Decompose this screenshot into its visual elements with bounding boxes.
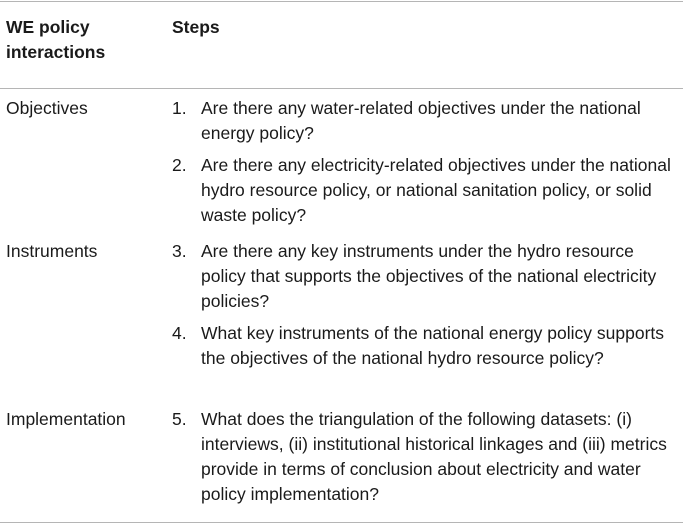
row-category-instruments: Instruments <box>6 241 98 261</box>
column-header-we-policy-interactions: WE policy interactions <box>6 17 106 62</box>
step-text: What does the triangulation of the following datasets: (i) interviews, (ii) institutional historical linkages and (iii) metrics provide in terms of conclusion about electricity and water policy implementation? <box>201 409 667 504</box>
step-number: 3. <box>172 241 187 261</box>
table-bottom-rule <box>0 522 683 523</box>
step-4 <box>172 321 678 371</box>
step-1 <box>172 96 678 146</box>
step-5 <box>172 407 678 507</box>
step-number: 1. <box>172 98 187 118</box>
step-3 <box>172 239 678 314</box>
step-number: 2. <box>172 155 187 175</box>
step-text: Are there any water-related objectives under the national energy policy? <box>201 98 641 143</box>
step-text: What key instruments of the national energy policy supports the objectives of the national hydro resource policy? <box>201 323 665 368</box>
step-2 <box>172 153 678 228</box>
step-number: 4. <box>172 323 187 343</box>
table-top-rule <box>0 1 683 2</box>
row-category-implementation: Implementation <box>6 409 126 429</box>
row-category-objectives: Objectives <box>6 98 88 118</box>
step-number: 5. <box>172 409 187 429</box>
header-separator-rule <box>0 88 683 89</box>
step-text: Are there any electricity-related objectives under the national hydro resource policy, or national sanitation policy, or solid waste policy? <box>201 155 671 225</box>
step-text: Are there any key instruments under the hydro resource policy that supports the objectives of the national electricity policies? <box>201 241 657 311</box>
column-header-steps: Steps <box>172 17 220 37</box>
